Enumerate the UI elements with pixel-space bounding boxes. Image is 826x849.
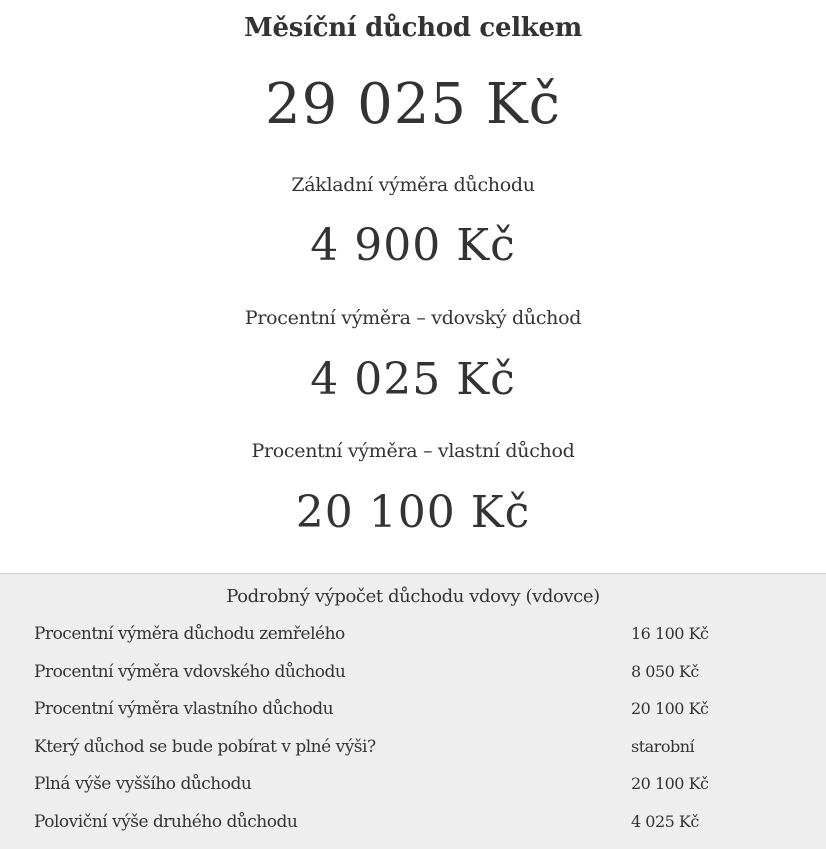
detail-row (34, 697, 794, 735)
detail-row-value: 4 025 Kč (631, 811, 699, 831)
detail-row-value: 20 100 Kč (631, 699, 709, 718)
basic-assessment-amount: 4 900 Kč (310, 220, 516, 271)
detail-row-value: 8 050 Kč (631, 661, 699, 681)
detail-row-value: 16 100 Kč (631, 624, 709, 643)
detail-row-label: Poloviční výše druhého důchodu (34, 811, 298, 832)
detail-row-label: Který důchod se bude pobírat v plné výši? (34, 736, 376, 757)
own-percentage-label: Procentní výměra – vlastní důchod (251, 440, 575, 462)
detail-row-label: Procentní výměra důchodu zemřelého (34, 624, 345, 644)
widow-percentage-label: Procentní výměra – vdovský důchod (244, 307, 582, 329)
detail-table (34, 622, 794, 847)
detail-row-label: Procentní výměra vlastního důchodu (34, 699, 334, 719)
detail-row (34, 622, 794, 660)
detailed-calculation (0, 573, 826, 849)
widow-percentage-amount: 4 025 Kč (310, 354, 516, 405)
detail-row (34, 810, 794, 848)
detail-row (34, 660, 794, 698)
total-pension-amount: 29 025 Kč (265, 72, 561, 137)
detail-row-value: 20 100 Kč (631, 774, 709, 793)
detail-row-label: Procentní výměra vdovského důchodu (34, 661, 346, 682)
own-percentage-amount: 20 100 Kč (295, 487, 531, 538)
summary-title: Měsíční důchod celkem (244, 13, 582, 43)
detail-row (34, 772, 794, 810)
detail-row-value: starobní (631, 736, 695, 756)
basic-assessment-label: Základní výměra důchodu (291, 174, 535, 196)
detail-row (34, 735, 794, 773)
detail-row-label: Plná výše vyššího důchodu (34, 774, 252, 794)
detail-title: Podrobný výpočet důchodu vdovy (vdovce) (226, 586, 600, 607)
